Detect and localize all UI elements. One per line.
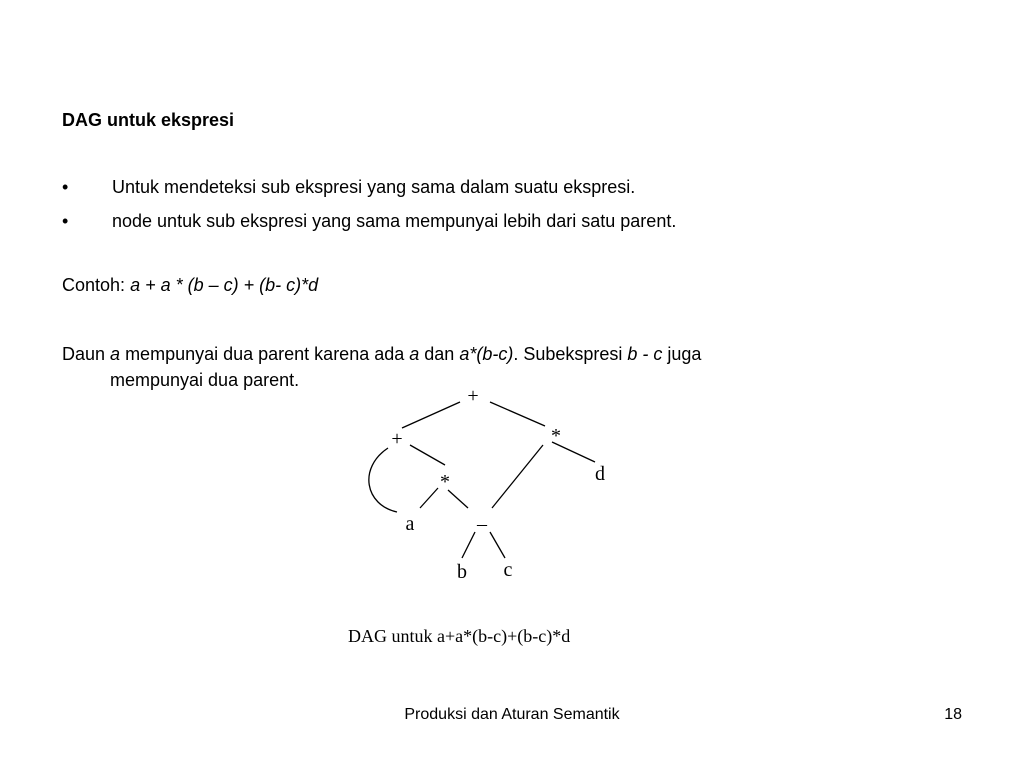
bullet-text: Untuk mendeteksi sub ekspresi yang sama dalam suatu ekspresi. <box>112 177 636 197</box>
dag-edge <box>492 445 543 508</box>
dag-edge <box>462 532 475 558</box>
footer-title: Produksi dan Aturan Semantik <box>404 706 620 723</box>
para-italic: a*(b-c) <box>459 344 514 364</box>
para-italic: b - c <box>627 344 663 364</box>
para-italic: a <box>110 344 121 364</box>
dag-node-leaf-b: b <box>457 561 467 583</box>
dag-diagram <box>340 380 660 660</box>
dag-edge <box>369 448 397 512</box>
para-text: . Subekspresi <box>513 344 628 364</box>
dag-node-minus: – <box>477 513 487 535</box>
dag-node-mul-right: * <box>551 425 561 447</box>
dag-edge <box>490 402 545 426</box>
bullet-dot-icon: • <box>62 211 69 231</box>
dag-node-mul-left: * <box>440 471 450 493</box>
bullet-item <box>62 210 676 244</box>
dag-edge <box>490 532 505 558</box>
dag-edge <box>420 488 438 508</box>
dag-caption: DAG untuk a+a*(b-c)+(b-c)*d <box>348 626 571 646</box>
example-label: Contoh: <box>62 275 126 295</box>
bullet-list <box>62 176 676 244</box>
dag-node-leaf-a: a <box>405 513 415 535</box>
slide-heading: DAG untuk ekspresi <box>62 110 235 130</box>
para-text: dan <box>419 344 460 364</box>
dag-edge <box>410 445 445 465</box>
bullet-item <box>62 176 676 210</box>
example-line <box>62 275 318 296</box>
example-expression: a + a * (b – c) + (b- c)*d <box>130 275 319 295</box>
dag-node-leaf-c: c <box>503 559 513 581</box>
dag-edge <box>402 402 460 428</box>
dag-node-leaf-d: d <box>595 463 605 485</box>
page-number: 18 <box>944 706 962 723</box>
dag-figure <box>340 380 660 660</box>
dag-edge <box>448 490 468 508</box>
dag-node-left-plus: + <box>391 428 403 450</box>
para-text: juga <box>662 344 702 364</box>
para-text: Daun <box>62 344 111 364</box>
para-text: mempunyai dua parent karena ada <box>120 344 410 364</box>
para-text-continued: mempunyai dua parent. <box>110 370 300 390</box>
dag-node-root-plus: + <box>467 385 479 407</box>
bullet-dot-icon: • <box>62 177 69 197</box>
bullet-text: node untuk sub ekspresi yang sama mempunyai lebih dari satu parent. <box>112 211 677 231</box>
para-italic: a <box>409 344 420 364</box>
